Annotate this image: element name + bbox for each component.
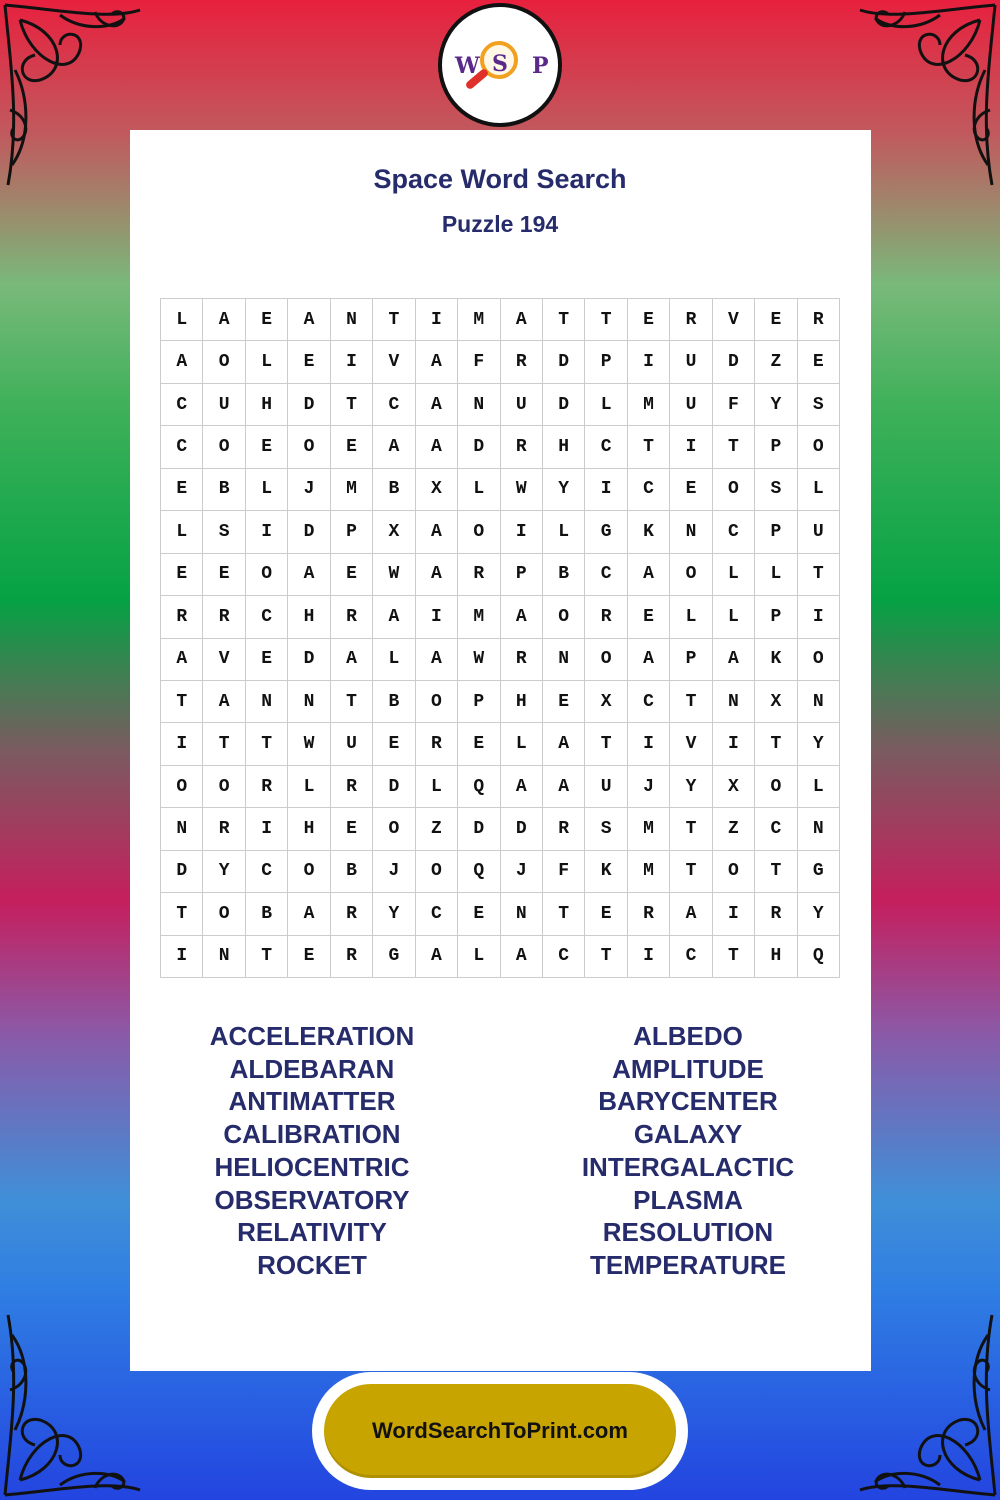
grid-cell[interactable]: M — [331, 469, 373, 511]
grid-cell[interactable]: T — [373, 299, 415, 341]
grid-cell[interactable]: W — [458, 639, 500, 681]
grid-cell[interactable]: N — [713, 681, 755, 723]
grid-cell[interactable]: C — [585, 554, 627, 596]
grid-cell[interactable]: I — [628, 341, 670, 383]
grid-cell[interactable]: L — [288, 766, 330, 808]
grid-cell[interactable]: A — [373, 596, 415, 638]
grid-cell[interactable]: Y — [755, 384, 797, 426]
grid-cell[interactable]: T — [670, 681, 712, 723]
grid-cell[interactable]: N — [798, 808, 840, 850]
grid-cell[interactable]: T — [543, 299, 585, 341]
grid-cell[interactable]: E — [288, 936, 330, 978]
grid-cell[interactable]: O — [458, 511, 500, 553]
grid-cell[interactable]: T — [585, 723, 627, 765]
grid-cell[interactable]: L — [713, 596, 755, 638]
grid-cell[interactable]: W — [501, 469, 543, 511]
grid-cell[interactable]: X — [585, 681, 627, 723]
grid-cell[interactable]: Y — [543, 469, 585, 511]
grid-cell[interactable]: E — [246, 299, 288, 341]
grid-cell[interactable]: N — [501, 893, 543, 935]
grid-cell[interactable]: I — [798, 596, 840, 638]
grid-cell[interactable]: V — [670, 723, 712, 765]
grid-cell[interactable]: E — [543, 681, 585, 723]
grid-cell[interactable]: T — [585, 299, 627, 341]
grid-cell[interactable]: T — [628, 426, 670, 468]
flourish-icon — [850, 0, 1000, 190]
grid-cell[interactable]: M — [458, 596, 500, 638]
grid-cell[interactable]: N — [288, 681, 330, 723]
word-list-item: ROCKET — [257, 1249, 367, 1280]
logo-letter-s: S — [492, 51, 508, 77]
grid-cell[interactable]: C — [670, 936, 712, 978]
grid-cell[interactable]: E — [373, 723, 415, 765]
word-list-item: ALBEDO — [633, 1021, 743, 1051]
logo-letter-p: P — [532, 53, 549, 79]
word-list-item: RESOLUTION — [602, 1217, 774, 1248]
grid-cell[interactable]: N — [161, 808, 203, 850]
grid-cell[interactable]: M — [628, 808, 670, 850]
grid-cell[interactable]: A — [161, 639, 203, 681]
corner-ornament-bottom-left — [0, 1310, 150, 1500]
grid-cell[interactable]: A — [416, 554, 458, 596]
word-list-item: ACCELERATION — [209, 1021, 415, 1051]
grid-cell[interactable]: T — [161, 681, 203, 723]
grid-cell[interactable]: C — [161, 426, 203, 468]
grid-cell[interactable]: H — [246, 384, 288, 426]
grid-cell[interactable]: A — [543, 766, 585, 808]
grid-cell[interactable]: E — [331, 808, 373, 850]
grid-cell[interactable]: M — [628, 851, 670, 893]
grid-cell[interactable]: A — [713, 639, 755, 681]
grid-cell[interactable]: O — [713, 851, 755, 893]
word-list-item: HELIOCENTRIC — [214, 1151, 410, 1182]
grid-cell[interactable]: T — [585, 936, 627, 978]
grid-cell[interactable]: O — [755, 766, 797, 808]
grid-cell[interactable]: L — [373, 639, 415, 681]
grid-cell[interactable]: A — [288, 554, 330, 596]
grid-cell[interactable]: E — [755, 299, 797, 341]
grid-cell[interactable]: I — [501, 511, 543, 553]
website-button[interactable]: WordSearchToPrint.com — [324, 1384, 676, 1478]
grid-cell[interactable]: E — [798, 341, 840, 383]
grid-cell[interactable]: I — [416, 299, 458, 341]
grid-cell[interactable]: P — [755, 511, 797, 553]
grid-cell[interactable]: O — [585, 639, 627, 681]
grid-cell[interactable]: T — [713, 426, 755, 468]
grid-cell[interactable]: U — [670, 384, 712, 426]
grid-cell[interactable]: B — [331, 851, 373, 893]
grid-cell[interactable]: F — [458, 341, 500, 383]
grid-cell[interactable]: A — [416, 511, 458, 553]
grid-cell[interactable]: O — [670, 554, 712, 596]
flourish-icon — [850, 1310, 1000, 1500]
grid-cell[interactable]: R — [543, 808, 585, 850]
grid-cell[interactable]: E — [161, 554, 203, 596]
grid-cell[interactable]: E — [331, 426, 373, 468]
grid-cell[interactable]: S — [798, 384, 840, 426]
grid-cell[interactable]: A — [628, 554, 670, 596]
word-list-item: BARYCENTER — [598, 1086, 778, 1117]
word-list-item: OBSERVATORY — [214, 1184, 410, 1215]
grid-cell[interactable]: V — [203, 639, 245, 681]
grid-cell[interactable]: A — [416, 936, 458, 978]
word-list-item: RELATIVITY — [237, 1217, 387, 1248]
grid-cell[interactable]: U — [585, 766, 627, 808]
grid-cell[interactable]: T — [713, 936, 755, 978]
grid-cell[interactable]: A — [501, 596, 543, 638]
grid-cell[interactable]: L — [161, 511, 203, 553]
grid-cell[interactable]: K — [755, 639, 797, 681]
grid-cell[interactable]: C — [416, 893, 458, 935]
grid-cell[interactable]: Y — [203, 851, 245, 893]
grid-cell[interactable]: J — [501, 851, 543, 893]
grid-cell[interactable]: O — [288, 426, 330, 468]
grid-cell[interactable]: I — [161, 723, 203, 765]
grid-cell[interactable]: I — [713, 893, 755, 935]
grid-cell[interactable]: O — [288, 851, 330, 893]
grid-cell[interactable]: R — [331, 766, 373, 808]
grid-cell[interactable]: N — [670, 511, 712, 553]
grid-cell[interactable]: G — [798, 851, 840, 893]
grid-cell[interactable]: L — [798, 766, 840, 808]
grid-cell[interactable]: G — [585, 511, 627, 553]
grid-cell[interactable]: T — [331, 384, 373, 426]
flourish-icon — [0, 0, 150, 190]
grid-cell[interactable]: K — [628, 511, 670, 553]
grid-cell[interactable]: M — [628, 384, 670, 426]
corner-ornament-bottom-right — [850, 1310, 1000, 1500]
grid-cell[interactable]: N — [203, 936, 245, 978]
grid-cell[interactable]: T — [755, 851, 797, 893]
grid-cell[interactable]: L — [585, 384, 627, 426]
grid-cell[interactable]: A — [416, 639, 458, 681]
word-list-item: INTERGALACTIC — [581, 1151, 795, 1182]
grid-cell[interactable]: I — [161, 936, 203, 978]
grid-cell[interactable]: A — [416, 426, 458, 468]
grid-cell[interactable]: B — [246, 893, 288, 935]
grid-cell[interactable]: M — [458, 299, 500, 341]
grid-cell[interactable]: V — [713, 299, 755, 341]
grid-cell[interactable]: D — [458, 426, 500, 468]
grid-cell[interactable]: A — [203, 681, 245, 723]
grid-cell[interactable]: O — [798, 639, 840, 681]
grid-cell[interactable]: D — [501, 808, 543, 850]
grid-cell[interactable]: R — [501, 426, 543, 468]
grid-cell[interactable]: V — [373, 341, 415, 383]
grid-cell[interactable]: L — [670, 596, 712, 638]
grid-cell[interactable]: E — [246, 639, 288, 681]
grid-cell[interactable]: R — [755, 893, 797, 935]
grid-cell[interactable]: U — [331, 723, 373, 765]
grid-cell[interactable]: O — [203, 341, 245, 383]
grid-cell[interactable]: C — [161, 384, 203, 426]
grid-cell[interactable]: A — [288, 299, 330, 341]
logo-mark — [450, 35, 550, 95]
grid-cell[interactable]: E — [203, 554, 245, 596]
grid-cell[interactable]: H — [755, 936, 797, 978]
grid-cell[interactable]: U — [670, 341, 712, 383]
grid-cell[interactable]: N — [458, 384, 500, 426]
grid-cell[interactable]: T — [203, 723, 245, 765]
grid-cell[interactable]: N — [798, 681, 840, 723]
grid-cell[interactable]: R — [670, 299, 712, 341]
grid-cell[interactable]: R — [501, 639, 543, 681]
grid-cell[interactable]: R — [331, 893, 373, 935]
grid-cell[interactable]: R — [628, 893, 670, 935]
grid-cell[interactable]: A — [331, 639, 373, 681]
word-list-right — [518, 1020, 858, 1282]
grid-cell[interactable]: I — [416, 596, 458, 638]
grid-cell[interactable]: C — [585, 426, 627, 468]
grid-cell[interactable]: T — [246, 936, 288, 978]
grid-cell[interactable]: O — [713, 469, 755, 511]
grid-cell[interactable]: C — [246, 851, 288, 893]
grid-cell[interactable]: E — [628, 596, 670, 638]
grid-cell[interactable]: W — [373, 554, 415, 596]
grid-cell[interactable]: Z — [713, 808, 755, 850]
grid-cell[interactable]: I — [246, 511, 288, 553]
grid-cell[interactable]: A — [501, 766, 543, 808]
grid-cell[interactable]: D — [713, 341, 755, 383]
grid-cell[interactable]: L — [246, 341, 288, 383]
grid-cell[interactable]: J — [628, 766, 670, 808]
grid-cell[interactable]: O — [203, 426, 245, 468]
grid-cell[interactable]: D — [543, 384, 585, 426]
grid-cell[interactable]: A — [628, 639, 670, 681]
grid-cell[interactable]: Y — [798, 723, 840, 765]
grid-cell[interactable]: B — [543, 554, 585, 596]
grid-cell[interactable]: X — [416, 469, 458, 511]
grid-cell[interactable]: N — [246, 681, 288, 723]
grid-cell[interactable]: L — [713, 554, 755, 596]
grid-cell[interactable]: Z — [416, 808, 458, 850]
grid-cell[interactable]: A — [501, 299, 543, 341]
grid-cell[interactable]: T — [331, 681, 373, 723]
grid-cell[interactable]: F — [713, 384, 755, 426]
grid-cell[interactable]: D — [161, 851, 203, 893]
grid-cell[interactable]: R — [458, 554, 500, 596]
word-list-item: CALIBRATION — [223, 1119, 401, 1150]
grid-cell[interactable]: Y — [373, 893, 415, 935]
grid-cell[interactable]: C — [373, 384, 415, 426]
grid-cell[interactable]: G — [373, 936, 415, 978]
grid-cell[interactable]: E — [161, 469, 203, 511]
grid-cell[interactable]: B — [373, 681, 415, 723]
grid-cell[interactable]: R — [331, 596, 373, 638]
grid-cell[interactable]: C — [713, 511, 755, 553]
grid-cell[interactable]: A — [203, 299, 245, 341]
word-list-item: AMPLITUDE — [612, 1053, 764, 1084]
grid-cell[interactable]: C — [628, 681, 670, 723]
puzzle-number: Puzzle 194 — [441, 211, 559, 237]
grid-cell[interactable]: E — [628, 299, 670, 341]
grid-cell[interactable]: P — [501, 554, 543, 596]
footer-badge — [312, 1372, 688, 1490]
grid-cell[interactable]: P — [755, 426, 797, 468]
word-list-item: ANTIMATTER — [228, 1086, 396, 1117]
grid-cell[interactable]: P — [458, 681, 500, 723]
grid-cell[interactable]: C — [755, 808, 797, 850]
grid-cell[interactable]: T — [161, 893, 203, 935]
wsp-logo[interactable] — [438, 3, 562, 127]
grid-cell[interactable]: P — [670, 639, 712, 681]
grid-cell[interactable]: U — [798, 511, 840, 553]
grid-cell[interactable]: L — [798, 469, 840, 511]
grid-cell[interactable]: A — [501, 936, 543, 978]
grid-cell[interactable]: S — [755, 469, 797, 511]
corner-ornament-top-left — [0, 0, 150, 190]
grid-cell[interactable]: H — [288, 808, 330, 850]
grid-cell[interactable]: D — [288, 384, 330, 426]
grid-cell[interactable]: R — [203, 808, 245, 850]
grid-cell[interactable]: H — [543, 426, 585, 468]
grid-cell[interactable]: E — [585, 893, 627, 935]
grid-cell[interactable]: A — [416, 384, 458, 426]
grid-cell[interactable]: J — [373, 851, 415, 893]
corner-ornament-top-right — [850, 0, 1000, 190]
grid-cell[interactable]: T — [755, 723, 797, 765]
word-list-item: PLASMA — [633, 1184, 743, 1215]
grid-cell[interactable]: O — [203, 766, 245, 808]
word-list-left — [142, 1020, 482, 1282]
grid-cell[interactable]: B — [203, 469, 245, 511]
grid-cell[interactable]: Q — [798, 936, 840, 978]
grid-cell[interactable]: Y — [670, 766, 712, 808]
grid-cell[interactable]: X — [755, 681, 797, 723]
grid-cell[interactable]: C — [246, 596, 288, 638]
grid-cell[interactable]: D — [543, 341, 585, 383]
grid-cell[interactable]: W — [288, 723, 330, 765]
grid-cell[interactable]: I — [331, 341, 373, 383]
grid-cell[interactable]: Z — [755, 341, 797, 383]
logo-letter-w: W — [455, 53, 480, 79]
word-list-item: TEMPERATURE — [590, 1249, 786, 1280]
grid-cell[interactable]: R — [246, 766, 288, 808]
grid-cell[interactable]: D — [373, 766, 415, 808]
grid-cell[interactable]: E — [246, 426, 288, 468]
grid-cell[interactable]: U — [501, 384, 543, 426]
grid-cell[interactable]: R — [203, 596, 245, 638]
grid-cell[interactable]: A — [670, 893, 712, 935]
grid-cell[interactable]: A — [543, 723, 585, 765]
grid-cell[interactable]: L — [458, 936, 500, 978]
grid-cell[interactable]: C — [543, 936, 585, 978]
grid-cell[interactable]: T — [543, 893, 585, 935]
grid-cell[interactable]: O — [161, 766, 203, 808]
grid-cell[interactable]: B — [373, 469, 415, 511]
grid-cell[interactable]: F — [543, 851, 585, 893]
word-list-item: GALAXY — [633, 1119, 743, 1150]
grid-cell[interactable]: R — [416, 723, 458, 765]
grid-cell[interactable]: L — [246, 469, 288, 511]
grid-cell[interactable]: E — [288, 341, 330, 383]
grid-cell[interactable]: R — [161, 596, 203, 638]
grid-cell[interactable]: K — [585, 851, 627, 893]
grid-cell[interactable]: P — [755, 596, 797, 638]
grid-cell[interactable]: C — [628, 469, 670, 511]
grid-cell[interactable]: L — [543, 511, 585, 553]
grid-cell[interactable]: O — [416, 681, 458, 723]
grid-cell[interactable]: L — [161, 299, 203, 341]
grid-cell[interactable]: T — [798, 554, 840, 596]
grid-cell[interactable]: I — [628, 936, 670, 978]
grid-cell[interactable]: Q — [458, 766, 500, 808]
grid-cell[interactable]: T — [670, 851, 712, 893]
grid-cell[interactable]: L — [755, 554, 797, 596]
grid-cell[interactable]: T — [246, 723, 288, 765]
grid-cell[interactable]: A — [416, 341, 458, 383]
grid-cell[interactable]: D — [288, 639, 330, 681]
grid-cell[interactable]: U — [203, 384, 245, 426]
grid-cell[interactable]: H — [501, 681, 543, 723]
grid-cell[interactable]: N — [543, 639, 585, 681]
page-title: Space Word Search — [373, 164, 627, 194]
grid-cell[interactable]: L — [416, 766, 458, 808]
grid-cell[interactable]: R — [585, 596, 627, 638]
flourish-icon — [0, 1310, 150, 1500]
grid-cell[interactable]: L — [501, 723, 543, 765]
grid-cell[interactable]: O — [246, 554, 288, 596]
word-list-item: ALDEBARAN — [229, 1053, 395, 1084]
grid-cell[interactable]: I — [713, 723, 755, 765]
grid-cell[interactable]: R — [501, 341, 543, 383]
grid-cell[interactable]: P — [331, 511, 373, 553]
grid-cell[interactable]: D — [458, 808, 500, 850]
grid-cell[interactable]: L — [458, 469, 500, 511]
letter-grid — [160, 298, 840, 978]
grid-cell[interactable]: O — [543, 596, 585, 638]
grid-cell[interactable]: H — [288, 596, 330, 638]
grid-cell[interactable]: P — [585, 341, 627, 383]
grid-cell[interactable]: O — [416, 851, 458, 893]
grid-cell[interactable]: O — [373, 808, 415, 850]
grid-cell[interactable]: E — [670, 469, 712, 511]
grid-cell[interactable]: R — [331, 936, 373, 978]
grid-cell[interactable]: E — [458, 723, 500, 765]
grid-cell[interactable]: T — [670, 808, 712, 850]
grid-cell[interactable]: I — [628, 723, 670, 765]
grid-cell[interactable]: R — [798, 299, 840, 341]
grid-cell[interactable]: D — [288, 511, 330, 553]
grid-cell[interactable]: A — [288, 893, 330, 935]
grid-cell[interactable]: S — [203, 511, 245, 553]
grid-cell[interactable]: A — [373, 426, 415, 468]
grid-cell[interactable]: X — [373, 511, 415, 553]
grid-cell[interactable]: O — [203, 893, 245, 935]
grid-cell[interactable]: I — [670, 426, 712, 468]
grid-cell[interactable]: E — [458, 893, 500, 935]
grid-cell[interactable]: Q — [458, 851, 500, 893]
grid-cell[interactable]: X — [713, 766, 755, 808]
grid-cell[interactable]: S — [585, 808, 627, 850]
grid-cell[interactable]: J — [288, 469, 330, 511]
grid-cell[interactable]: A — [161, 341, 203, 383]
grid-cell[interactable]: I — [246, 808, 288, 850]
grid-cell[interactable]: N — [331, 299, 373, 341]
grid-cell[interactable]: Y — [798, 893, 840, 935]
grid-cell[interactable]: O — [798, 426, 840, 468]
grid-cell[interactable]: I — [585, 469, 627, 511]
grid-cell[interactable]: E — [331, 554, 373, 596]
